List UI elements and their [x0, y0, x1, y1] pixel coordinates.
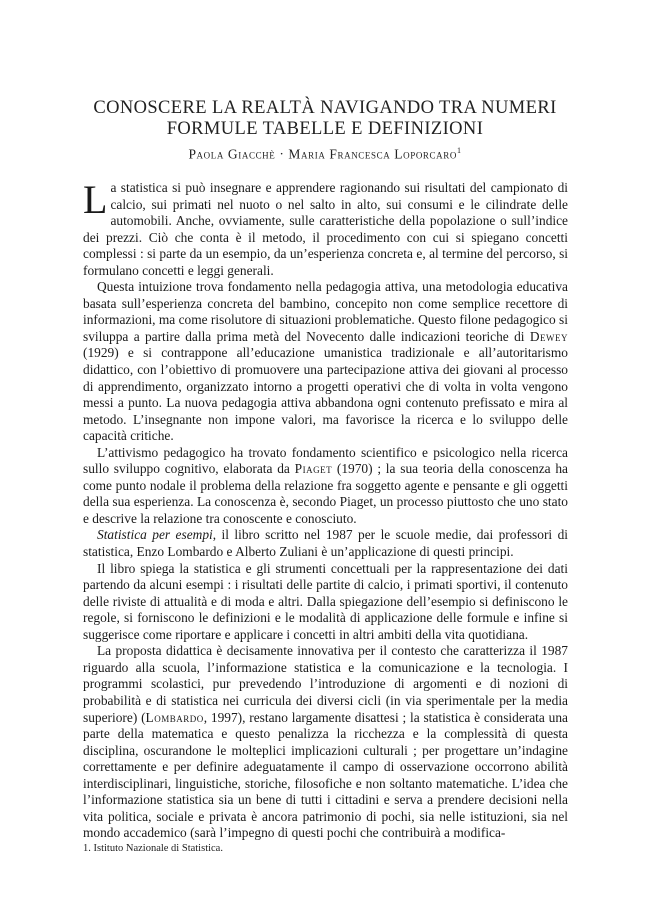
paragraph-4-text: , il libro scritto nel 1987 per le scuole medie, dai professori di statistica, Enzo Lombardo e Alberto Zuliani è un’applicazione di questi principi. [83, 527, 568, 560]
footnote: 1. Istituto Nazionale di Statistica. [83, 843, 223, 854]
paragraph-4 [83, 527, 568, 560]
paragraph-3-text-a: L’attivismo pedagogico ha trovato fondamento scientifico e psicologico nella ricerca sullo sviluppo cognitivo, elaborata da [83, 444, 568, 477]
paragraph-3-text-b: (1970) ; la sua teoria della conoscenza ha come punto nodale il problema della relazione fra soggetto agente e pensante e gli oggetti della sua esperienza. La conoscenza è, secondo Piaget, un processo piuttosto che uno stato e descrive la relazione tra conoscente e conosciuto. [83, 461, 568, 526]
title-line-2: FORMULE TABELLE E DEFINIZIONI [166, 119, 484, 139]
paragraph-2-text-a: Questa intuizione trova fondamento nella pedagogia attiva, una metodologia educativa basata sull’esperienza concreta del bambino, concepito non come semplice recettore di informazioni, ma come risolutore di situazioni problematiche. Questo filone pedagogico si sviluppa a partire dalla prima metà del Novecento dalle indicazioni teoriche di [83, 279, 568, 344]
title-line-1: CONOSCERE LA REALTÀ NAVIGANDO TRA NUMERI [93, 98, 557, 118]
paragraph-6-text-a: La proposta didattica è decisamente innovativa per il contesto che caratterizza il 1987 riguardo alla scuola, l’informazione statistica e la comunicazione e la tecnologia. I programmi scolastici, pur prevedendo l’introduzione di argomenti e di nozioni di probabilità e di statistica nei curricula dei diversi cicli (in via sperimentale per la media superiore) ( [83, 643, 568, 725]
paragraph-5: Il libro spiega la statistica e gli strumenti concettuali per la rappresentazione dei dati partendo da alcuni esempi : i risultati delle partite di calcio, i primati sportivi, il contenuto delle riviste di attualità e di moda e altri. Dalla spiegazione dell’esempio si definiscono le regole, si forniscono le definizioni e le modalità di applicazione delle formule e infine si suggerisce come riportare e applicare i concetti in altri ambiti della vita quotidiana. [83, 560, 568, 642]
paragraph-6 [83, 643, 568, 842]
paragraph-1-text: a statistica si può insegnare e apprendere ragionando sui risultati del campionato di calcio, sui primati nel nuoto o nel salto in alto, sui consumi e le cilindrate delle automobili. Anche, ovviamente, sulle caratteristiche della popolazione o sull’indice dei prezzi. Ciò che conta è il metodo, il procedimento con cui si spiegano concetti complessi : si parte da un esempio, da un’esperienza concreta e, al termine del percorso, si formulano concetti e leggi generali. [83, 180, 568, 278]
citation-lombardo: Lombardo [145, 709, 204, 725]
drop-cap: L [83, 177, 108, 222]
article-body [83, 177, 568, 842]
author-names: Paola Giacchè · Maria Francesca Loporcaro [188, 146, 457, 162]
authors [60, 146, 590, 163]
paragraph-6-text-b: , 1997), restano largamente disattesi ; la statistica è considerata una parte della matematica e questo penalizza la ricchezza e la complessità di questa disciplina, oscurandone le molteplici implicazioni culturali ; per progettare un’indagine correttamente e per definire adeguatamente il campo di osservazione occorrono abilità interdisciplinari, linguistiche, storiche, filosofiche e non soltanto matematiche. L’idea che l’informazione statistica sia un bene di tutti i cittadini e serva a prendere decisioni nella vita politica, sociale e privata è ancora patrimonio di pochi, sia nelle istituzioni, sia nel mondo accademico (sarà l’impegno di questi pochi che contribuirà a modifica- [83, 709, 568, 841]
citation-dewey: Dewey [529, 328, 568, 344]
paragraph-1 [83, 177, 568, 279]
book-title: Statistica per esempi [97, 527, 213, 543]
author-footnote-mark: 1 [456, 146, 462, 155]
paragraph-2-text-b: (1929) e si contrappone all’educazione umanistica tradizionale e all’autoritarismo didattico, con l’obiettivo di promuovere una partecipazione attiva dei giovani al processo di apprendimento, organizzato intorno a progetti operativi che di volta in volta vengono messi a punto. La nuova pedagogia attiva abbandona ogni contenuto prefissato e mira al metodo. L’insegnante non impone valori, ma favorisce la ricerca e lo sviluppo delle capacità critiche. [83, 345, 568, 444]
paragraph-2 [83, 279, 568, 444]
paragraph-3 [83, 445, 568, 528]
citation-piaget: Piaget [294, 461, 333, 477]
